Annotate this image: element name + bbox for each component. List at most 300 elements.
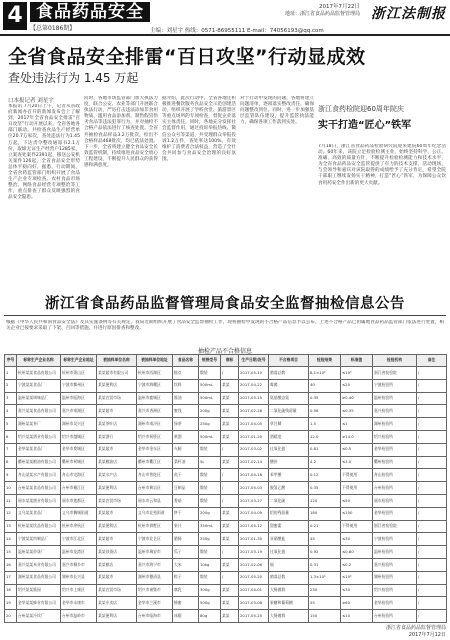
table-cell: 舟山市定海区 [61, 469, 97, 482]
table-cell: 粽子 [173, 571, 199, 584]
table-cell: ≤3.0 [341, 456, 373, 469]
table-row [5, 520, 447, 533]
table-cell: 500g [199, 597, 221, 610]
table-cell: 180 [309, 507, 341, 520]
table-cell: 冰棍 [173, 610, 199, 623]
table-cell: 230 [309, 584, 341, 597]
table-cell: 某某农贸市场 [97, 392, 137, 405]
table-cell: 金华市金东区 [137, 443, 173, 456]
column-header: 被抽样单位名称 [97, 355, 137, 367]
table-cell: 0.12 [309, 469, 341, 482]
table-cell: 某某炒货店 [97, 546, 137, 559]
table-row [5, 571, 447, 584]
table-cell: ≤30 [341, 584, 373, 597]
table-cell: / [417, 610, 447, 623]
table-cell: 某某超市 [97, 571, 137, 584]
table-cell: / [417, 379, 447, 392]
table-cell: 散装 [199, 571, 221, 584]
table-cell: 杭州市萧山区 [61, 367, 97, 380]
table-cell: 湖州检验所 [373, 418, 417, 431]
table-row [5, 418, 447, 431]
issue-date: 2017年7月22日 [319, 4, 360, 10]
article-subhead: 查处违法行为 1.45 万起 [8, 71, 139, 85]
table-cell: 某某 [221, 392, 239, 405]
table-cell: 台州检验所 [373, 610, 417, 623]
table-row [5, 405, 447, 418]
table-cell: 宁波市江北区 [61, 533, 97, 546]
section-title: 食品药品安全 [30, 2, 150, 22]
table-cell: 大米 [173, 558, 199, 571]
table-cell: 果糖和葡萄糖 [269, 597, 309, 610]
table-cell: 菌落总数 [269, 571, 309, 584]
column-header: 标准值 [341, 355, 373, 367]
table-row [5, 533, 447, 546]
table-cell: 某某超市有限公司 [97, 367, 137, 380]
table-cell: 温州检验所 [373, 392, 417, 405]
table-cell: ≤100 [341, 507, 373, 520]
table-cell: 火腿 [173, 443, 199, 456]
table-row [5, 494, 447, 507]
table-cell: 20 [5, 610, 17, 623]
table-row [5, 482, 447, 495]
table-cell: 2017-04-05 [239, 418, 269, 431]
masthead-divider [0, 34, 450, 36]
table-cell: 0.92 [309, 546, 341, 559]
table-cell: 衢州市柯城区 [61, 456, 97, 469]
table-cell: 45 [309, 533, 341, 546]
table-cell: 80g [199, 610, 221, 623]
table-cell: 不得使用 [341, 482, 373, 495]
table-row [5, 456, 447, 469]
table-cell: 绍兴检验所 [373, 584, 417, 597]
table-cell: 某某便利店 [97, 520, 137, 533]
table-cell: ≤20 [341, 379, 373, 392]
table-cell: 温州市瓯海区 [61, 392, 97, 405]
table-cell: ≤30 [341, 533, 373, 546]
table-cell: ≥0.40 [341, 392, 373, 405]
table-cell: 绍兴市柯桥区 [137, 430, 173, 443]
paper-name: 浙江法制报 [371, 6, 446, 22]
table-cell: 金华市婺城区 [61, 443, 97, 456]
table-cell: 某某 [221, 533, 239, 546]
sidebar-kicker: 浙江食药检院迎60周年院庆 [318, 105, 404, 113]
table-cell: 2017-05-25 [239, 610, 269, 623]
table-cell: 绍兴市诸暨市 [137, 584, 173, 597]
table-cell: 浙江省检验院 [373, 367, 417, 380]
column-header: 商标 [221, 355, 239, 367]
table-cell: 宁波某某食品厂 [17, 379, 61, 392]
sidebar-story [318, 104, 448, 142]
table-cell: 13 [5, 520, 17, 533]
table-cell: 嘉兴市海宁市 [137, 558, 173, 571]
column-header: 序号 [5, 355, 17, 367]
table-row [5, 507, 447, 520]
table-cell: 2017-02-28 [239, 405, 269, 418]
article-column-1: 本报讯 7月20日上午，记者从省政府新闻办召开的新闻发布会上了解到，2017年全省食品安全排雷“百日攻坚”行动开展以来，全省各地各部门联动，共检查食品生产经营单位20.7万家次，查处违法行为1.45万起，下达责令整改通知书2.1万份，取缔无证生产经营户1285家，立案查处案件2391起，移送公安机关案件126起，全省食品安全形势总体平稳向好。据悉，行动期间，全省食药监管部门组织开展了食品生产企业专项检查、农村食品市场整治、网络食品经营专项整治等工作，重点排查了群众反映强烈的食品安全隐患。 [8, 104, 80, 201]
table-cell: 2017-03-19 [239, 546, 269, 559]
table-cell: 某某专卖店 [97, 597, 137, 610]
table-cell: 宁波市北仑区 [137, 533, 173, 546]
table-cell: 台州某某冷饮厂 [17, 610, 61, 623]
table-cell: / [417, 430, 447, 443]
table-cell: 湖州市德清县 [137, 571, 173, 584]
table-cell: / [221, 443, 239, 456]
page-number: 4 [3, 2, 27, 30]
table-row [5, 597, 447, 610]
column-header: 规格型号 [199, 355, 221, 367]
table-cell: 黄酒 [173, 430, 199, 443]
table-cell: 某某 [221, 597, 239, 610]
table-cell: ≤10⁴ [341, 367, 373, 380]
table-cell: / [417, 456, 447, 469]
column-header: 被抽样单位地址 [137, 355, 173, 367]
table-header-row [5, 355, 447, 367]
table-cell: / [417, 494, 447, 507]
table-cell: 16 [5, 558, 17, 571]
table-cell: 200g [199, 507, 221, 520]
table-cell: 11 [5, 494, 17, 507]
column-header: 食品名称 [173, 355, 199, 367]
table-cell: ≤10⁴ [341, 571, 373, 584]
table-cell: 舟山市普陀区 [137, 469, 173, 482]
table-cell: 300g [199, 584, 221, 597]
table-cell: 散装 [199, 494, 221, 507]
table-cell: 2017-05-20 [239, 571, 269, 584]
table-cell: 某某便利店 [97, 610, 137, 623]
table-cell: 二氧化硫残留量 [269, 405, 309, 418]
table-cell: 4 [5, 405, 17, 418]
table-cell: 散装 [199, 443, 221, 456]
article-column-4: 对于行动中发现的问题，各地将建立问题清单，逐项落实整改责任，确保问题整改到位。同时，进一步加强基层监管队伍建设，提升监管执法能力，确保各项工作落到实处。 [240, 96, 314, 126]
table-cell: 某某 [221, 430, 239, 443]
table-cell: / [417, 367, 447, 380]
table-cell: 台州市温岭市 [61, 610, 97, 623]
table-cell: 6 [5, 430, 17, 443]
column-header: 生产日期/批号 [239, 355, 269, 367]
table-cell: 某某 [221, 405, 239, 418]
table-cell: 嘉兴检验所 [373, 558, 417, 571]
table-cell: 金华某某食品厂 [17, 443, 61, 456]
table-cell: / [417, 546, 447, 559]
table-cell: ≤1 [341, 418, 373, 431]
table-cell: 0.35 [309, 482, 341, 495]
table-cell: 某某茶叶店 [97, 418, 137, 431]
table-cell: 某某便利店 [97, 379, 137, 392]
column-header: 备注 [417, 355, 447, 367]
table-cell: 温州某某炒货厂 [17, 546, 61, 559]
table-cell: 宁波检验所 [373, 533, 417, 546]
table-cell: 9 [5, 469, 17, 482]
table-cell: 散装 [199, 469, 221, 482]
table-cell: 3 [5, 392, 17, 405]
masthead-address: 地址：浙江省食品药品监督管理局 [284, 11, 360, 17]
table-cell: 瓜子 [173, 546, 199, 559]
masthead [0, 0, 450, 36]
table-row [5, 584, 447, 597]
table-cell: 250g [199, 418, 221, 431]
table-cell: 250g [199, 533, 221, 546]
table-cell: 2017-03-15 [239, 392, 269, 405]
table-cell: 某某酒行 [97, 430, 137, 443]
table-cell: 果汁 [173, 520, 199, 533]
column-header: 检验结果 [309, 355, 341, 367]
table-cell: 某某粮油店 [97, 456, 137, 469]
table-row [5, 392, 447, 405]
table-cell: 2017-03-02 [239, 443, 269, 456]
table-cell: 5 [5, 418, 17, 431]
footer-date: 2017年7月12日 [408, 632, 446, 638]
table-cell: 1 [5, 367, 17, 380]
table-cell: 衢州某某粮油有限公司 [17, 456, 61, 469]
table-cell: 14 [5, 533, 17, 546]
table-cell: 嘉兴检验所 [373, 405, 417, 418]
table-cell: 湖州检验所 [373, 571, 417, 584]
table-cell: 17 [5, 571, 17, 584]
sidebar-title: 实干打造“匠心”铁军 [318, 120, 412, 131]
table-cell: 衢州检验所 [373, 456, 417, 469]
table-cell: 过氧化值 [269, 443, 309, 456]
table-cell: 2017-01-30 [239, 533, 269, 546]
table-cell: 19 [5, 597, 17, 610]
table-cell: 义乌某某食品厂 [17, 507, 61, 520]
table-cell: 菜籽油 [173, 456, 199, 469]
table-cell: 嘉兴市秀洲区 [137, 405, 173, 418]
table-cell: ≤0.35 [341, 405, 373, 418]
table-cell: 散装 [199, 367, 221, 380]
table-cell: 2017-03-27 [239, 494, 269, 507]
table-cell: 金华检验所 [373, 443, 417, 456]
table-cell: 0.21 [309, 520, 341, 533]
table-cell: 8 [5, 456, 17, 469]
table-cell: 4.2 [309, 456, 341, 469]
table-cell: 12.0 [309, 430, 341, 443]
table-cell: 某某 [221, 418, 239, 431]
table-cell: 某某 [221, 379, 239, 392]
table-cell: 台州市临海市 [137, 610, 173, 623]
table-cell: 40 [309, 379, 341, 392]
table-cell: 55 [309, 597, 341, 610]
table-cell: / [417, 597, 447, 610]
table-cell: ≥60 [341, 597, 373, 610]
table-cell: 饼干 [173, 507, 199, 520]
column-header: 不合格项目 [269, 355, 309, 367]
table-cell: 10 [5, 482, 17, 495]
table-cell: 某某粮店 [97, 558, 137, 571]
table-cell: 腐乳 [173, 584, 199, 597]
table-title: 抽检产品不合格信息 [197, 348, 252, 355]
table-row [5, 379, 447, 392]
table-cell: 丽水某某菌业有限公司 [17, 494, 61, 507]
table-cell: 衢州市衢江区 [137, 456, 173, 469]
table-cell: 15 [5, 546, 17, 559]
table-cell: 丽水检验所 [373, 494, 417, 507]
column-header: 标称生产企业地址 [61, 355, 97, 367]
table-cell: 香菇 [173, 494, 199, 507]
table-cell: 嘉兴市桐乡市 [61, 558, 97, 571]
table-cell: 鱼干 [173, 469, 199, 482]
table-cell: ≥14.0 [341, 430, 373, 443]
table-cell: 某某水产店 [97, 469, 137, 482]
table-cell: 金华某某蜂业有限公司 [17, 597, 61, 610]
article-byline: 口本报记者 刘星宇 [8, 98, 54, 104]
table-cell: 草甘膦 [269, 418, 309, 431]
notice-divider [4, 315, 446, 316]
table-cell: 杭州某某食品有限公司 [17, 367, 61, 380]
table-cell: 宁波市海曙区 [137, 379, 173, 392]
table-cell: 过氧化值 [269, 546, 309, 559]
table-cell: 浙江省检验院 [373, 520, 417, 533]
table-cell: 某某 [221, 520, 239, 533]
table-cell: 大肠菌群 [269, 584, 309, 597]
table-cell: 宁波某某肉制品厂 [17, 533, 61, 546]
table-cell: / [221, 571, 239, 584]
table-cell: 杭州市拱墅区 [137, 520, 173, 533]
table-cell: 湖州市南浔区 [137, 418, 173, 431]
table-cell: 不得使用 [341, 520, 373, 533]
table-cell: 某某农贸市场 [97, 494, 137, 507]
table-cell: 某某超市 [97, 443, 137, 456]
table-cell: 某某 [221, 558, 239, 571]
table-cell: / [417, 392, 447, 405]
table-cell: / [417, 418, 447, 431]
table-cell: 1.3×10⁴ [309, 571, 341, 584]
inspection-results-table [4, 354, 447, 623]
table-cell: 丽水市云和县 [137, 494, 173, 507]
table-cell: / [221, 482, 239, 495]
table-cell: 不得使用 [341, 469, 373, 482]
table-cell: 苯甲酸 [269, 469, 309, 482]
table-cell: 霉菌 [269, 379, 309, 392]
table-cell: 2017-04-09 [239, 507, 269, 520]
table-cell: 2017-04-22 [239, 379, 269, 392]
table-cell: 2017-02-14 [239, 456, 269, 469]
table-cell: 酱油 [173, 392, 199, 405]
table-cell: 腊肠 [173, 533, 199, 546]
table-cell: 350mL [199, 520, 221, 533]
table-cell: 蜂蜜 [173, 597, 199, 610]
table-cell: 500mL [199, 379, 221, 392]
table-cell: 丽水市莲都区 [61, 494, 97, 507]
table-cell: 某某超市 [97, 405, 137, 418]
table-cell: 台州市黄岩区 [137, 482, 173, 495]
table-cell: ≤0.2 [341, 558, 373, 571]
table-cell: 某某超市 [97, 533, 137, 546]
table-cell: 0.81 [309, 443, 341, 456]
table-cell: 某某 [221, 456, 239, 469]
table-cell: 温州市鹿城区 [137, 392, 173, 405]
table-cell: 义乌市稠城街道 [61, 507, 97, 520]
table-cell: / [221, 494, 239, 507]
table-cell: 酒精度 [269, 430, 309, 443]
column-header: 标称生产企业名称 [17, 355, 61, 367]
table-cell: 8.1×10⁴ [309, 367, 341, 380]
table-row [5, 546, 447, 559]
table-cell: 温州检验所 [373, 546, 417, 559]
table-cell: / [221, 469, 239, 482]
table-cell: 杭州市余杭区 [61, 520, 97, 533]
table-cell: 150 [309, 610, 341, 623]
table-cell: 某某农贸市场 [97, 584, 137, 597]
table-cell: 铝的残留量 [269, 507, 309, 520]
table-cell: 某某超市 [97, 507, 137, 520]
table-cell: 宁波检验所 [373, 379, 417, 392]
table-cell: 某某 [221, 507, 239, 520]
table-cell: 甜蜜素 [269, 520, 309, 533]
table-cell: 金华检验所 [373, 507, 417, 520]
table-cell: 18 [5, 584, 17, 597]
table-row [5, 469, 447, 482]
table-row [5, 610, 447, 623]
table-cell: 金华市兰溪市 [137, 597, 173, 610]
table-cell: 0.31 [309, 558, 341, 571]
table-cell: 0.35 [309, 392, 341, 405]
table-cell: 湖州市吴兴区 [61, 418, 97, 431]
table-cell: 500mL [199, 430, 221, 443]
table-cell: 绍兴某某酱园 [17, 584, 61, 597]
table-cell: 某某便利店 [97, 482, 137, 495]
table-cell: / [417, 469, 447, 482]
table-cell: 500mL [199, 392, 221, 405]
table-cell: 温州市龙湾区 [61, 546, 97, 559]
table-cell: 2017-04-18 [239, 469, 269, 482]
table-cell: 糕点 [173, 367, 199, 380]
table-cell: 某某 [221, 584, 239, 597]
section-code: 【总第0186期】 [30, 25, 76, 32]
table-cell: ≤0.5 [341, 443, 373, 456]
table-cell: 绍兴市上虞区 [61, 584, 97, 597]
table-cell: 2017-02-06 [239, 558, 269, 571]
table-cell: / [417, 405, 447, 418]
table-cell: / [417, 507, 447, 520]
table-cell: / [417, 443, 447, 456]
table-cell: 温州某某调味品厂 [17, 392, 61, 405]
table-cell: 温州市瑞安市 [137, 546, 173, 559]
table-cell: 杭州某某饮品有限公司 [17, 520, 61, 533]
table-cell: 脱氢乙酸 [269, 482, 309, 495]
table-cell: / [417, 520, 447, 533]
table-cell: 200g [199, 405, 221, 418]
table-cell: 宁波市鄞州区 [61, 379, 97, 392]
article-headline: 全省食品安全排雷“百日攻坚”行动显成效 [8, 46, 366, 68]
table-cell: 某某 [221, 610, 239, 623]
table-cell: 绍兴某某酒业有限公司 [17, 430, 61, 443]
sidebar-body: 7月18日，浙江省食品药品检验研究院迎来建院60周年纪念活动。60年来，该院立足检验检测主业，始终坚持科学、公正、准确、高效的质量方针，不断提升检验检测能力和技术水平，为全省食品药品安全监管提供了有力的技术支撑。活动现场，与会领导和嘉宾对该院取得的成绩给予了充分肯定，希望全院干部职工继续发扬实干精神，打造“匠心”铁军，为保障公众饮食用药安全作出新的更大贡献。 [318, 144, 446, 186]
table-cell: ≤10 [341, 610, 373, 623]
table-cell: 饮料 [173, 379, 199, 392]
table-cell: 5L [199, 456, 221, 469]
table-row [5, 443, 447, 456]
table-cell: / [221, 367, 239, 380]
table-cell: 2017-05-10 [239, 367, 269, 380]
table-cell: 舟山检验所 [373, 469, 417, 482]
table-cell: 2017-04-01 [239, 584, 269, 597]
table-row [5, 430, 447, 443]
table-cell: 金华市永康市 [61, 597, 97, 610]
table-cell: 蜜饯 [173, 405, 199, 418]
table-row [5, 558, 447, 571]
table-cell: 2017-03-08 [239, 597, 269, 610]
table-cell: 绍兴市越城区 [61, 430, 97, 443]
table-cell: 120 [309, 494, 341, 507]
table-cell: 氨基酸态氮 [269, 392, 309, 405]
table-cell: 台州市椒江区 [61, 482, 97, 495]
table-cell: 1.5 [309, 418, 341, 431]
table-cell: 金华检验所 [373, 597, 417, 610]
table-cell: / [221, 546, 239, 559]
masthead-contact: 主编：刘星宇 热线：0571-86955111 E-mail：74056193@qq.com [150, 28, 324, 34]
column-header: 检验机构 [373, 355, 417, 367]
table-cell: 亚硝酸盐 [269, 533, 309, 546]
